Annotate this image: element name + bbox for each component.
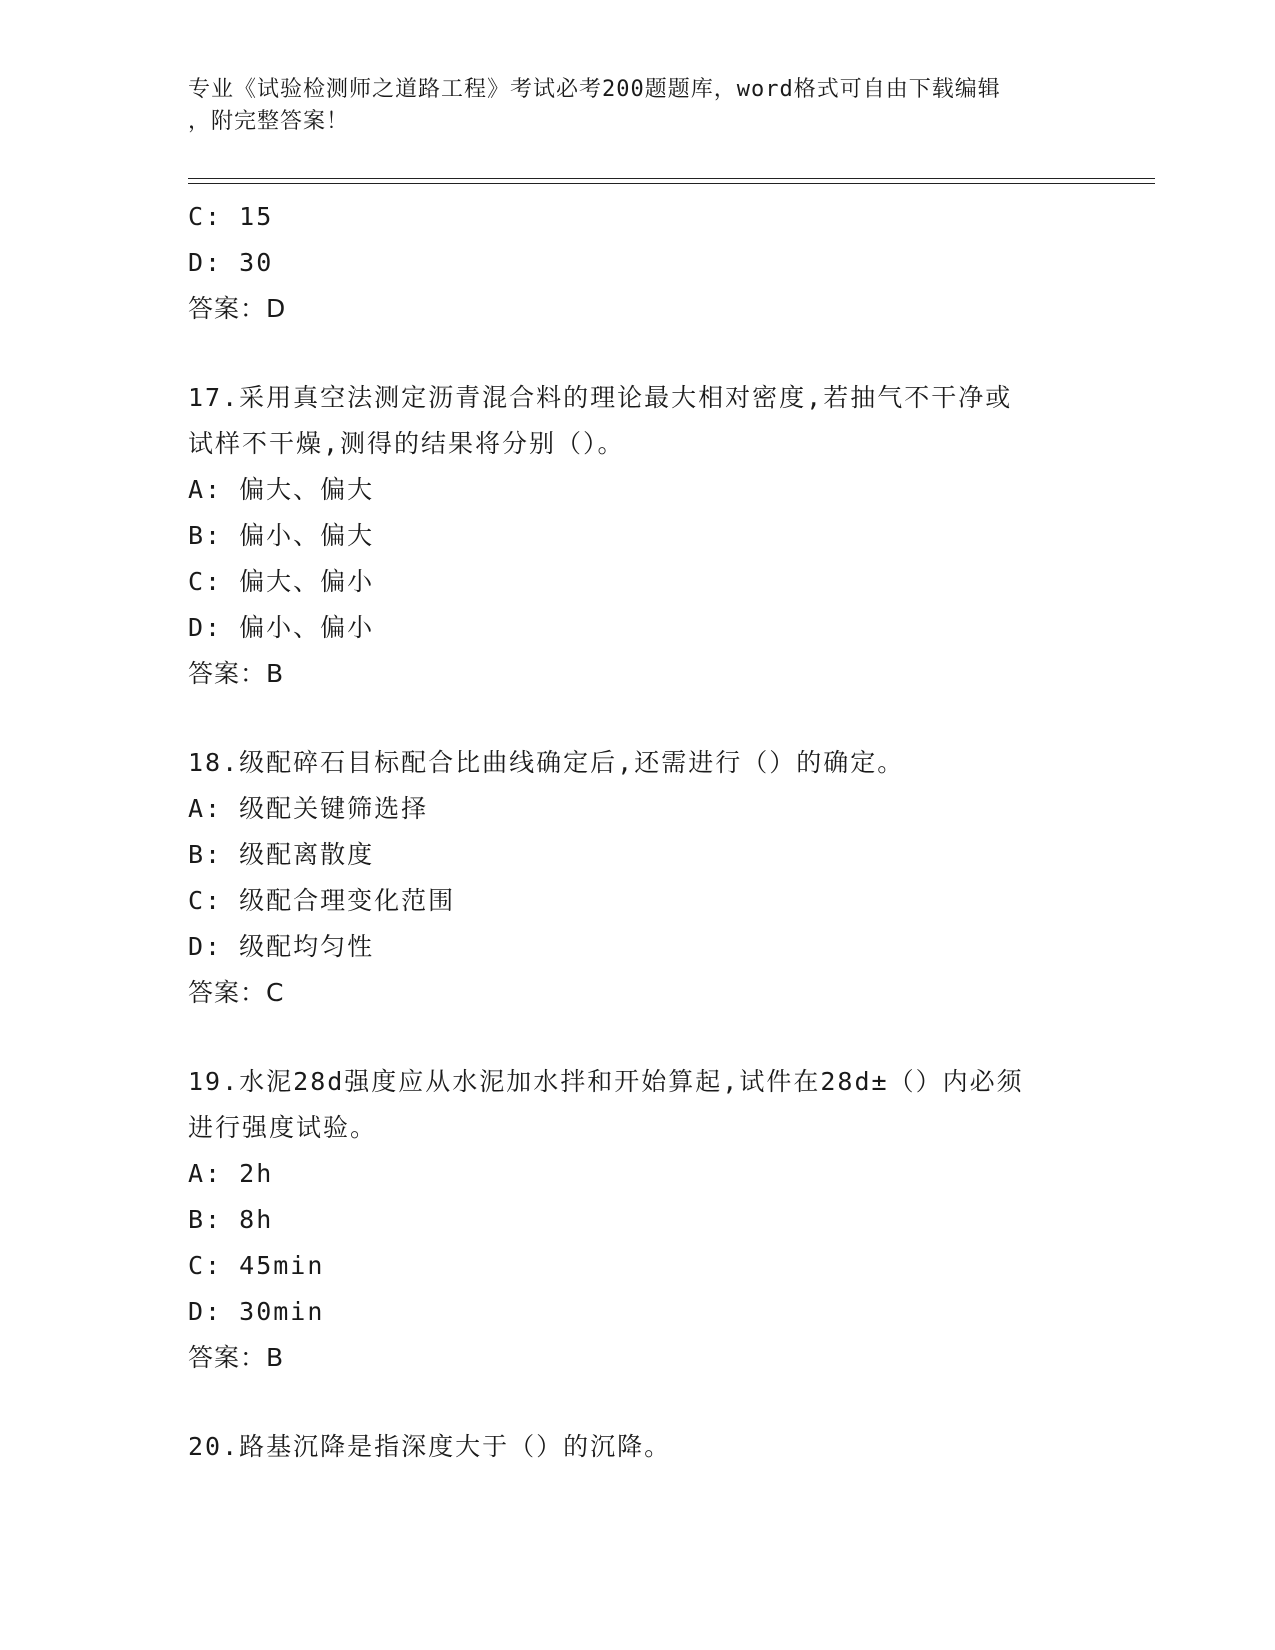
- option-d: D: 级配均匀性: [188, 932, 375, 961]
- option-d: D: 30min: [188, 1297, 325, 1326]
- question-16-tail: [188, 194, 1088, 332]
- option-c: C: 级配合理变化范围: [188, 886, 456, 915]
- header-title-line1: 专业《试验检测师之道路工程》考试必考200题题库，word格式可自由下载编辑: [188, 77, 1001, 102]
- answer-label: 答案：D: [188, 294, 287, 323]
- question-stem: 试样不干燥,测得的结果将分别（）。: [188, 429, 625, 458]
- option-a: A: 偏大、偏大: [188, 475, 375, 504]
- question-stem: 17.采用真空法测定沥青混合料的理论最大相对密度,若抽气不干净或: [188, 383, 1013, 412]
- question-stem: 19.水泥28d强度应从水泥加水拌和开始算起,试件在28d±（）内必须: [188, 1067, 1024, 1096]
- question-stem: 进行强度试验。: [188, 1113, 378, 1142]
- header-title-line2: ，附完整答案！: [188, 109, 350, 134]
- question-19: [188, 1059, 1088, 1381]
- question-18: [188, 740, 1088, 1016]
- question-17: [188, 375, 1088, 697]
- question-stem: 20.路基沉降是指深度大于（）的沉降。: [188, 1432, 672, 1461]
- option-c: C: 45min: [188, 1251, 325, 1280]
- question-20: [188, 1424, 1088, 1470]
- option-a: A: 级配关键筛选择: [188, 794, 429, 823]
- answer-label: 答案：B: [188, 659, 285, 688]
- answer-label: 答案：C: [188, 978, 285, 1007]
- question-list: [188, 194, 1088, 1470]
- option-b: B: 级配离散度: [188, 840, 375, 869]
- header-divider-top: [188, 178, 1155, 179]
- option-d: D: 偏小、偏小: [188, 613, 375, 642]
- header-divider-bottom: [188, 183, 1155, 184]
- option-d: D: 30: [188, 248, 274, 277]
- option-b: B: 8h: [188, 1205, 274, 1234]
- document-header: [188, 74, 1088, 138]
- option-c: C: 偏大、偏小: [188, 567, 375, 596]
- option-b: B: 偏小、偏大: [188, 521, 375, 550]
- option-a: A: 2h: [188, 1159, 274, 1188]
- option-c: C: 15: [188, 202, 274, 231]
- question-stem: 18.级配碎石目标配合比曲线确定后,还需进行（）的确定。: [188, 748, 905, 777]
- answer-label: 答案：B: [188, 1343, 285, 1372]
